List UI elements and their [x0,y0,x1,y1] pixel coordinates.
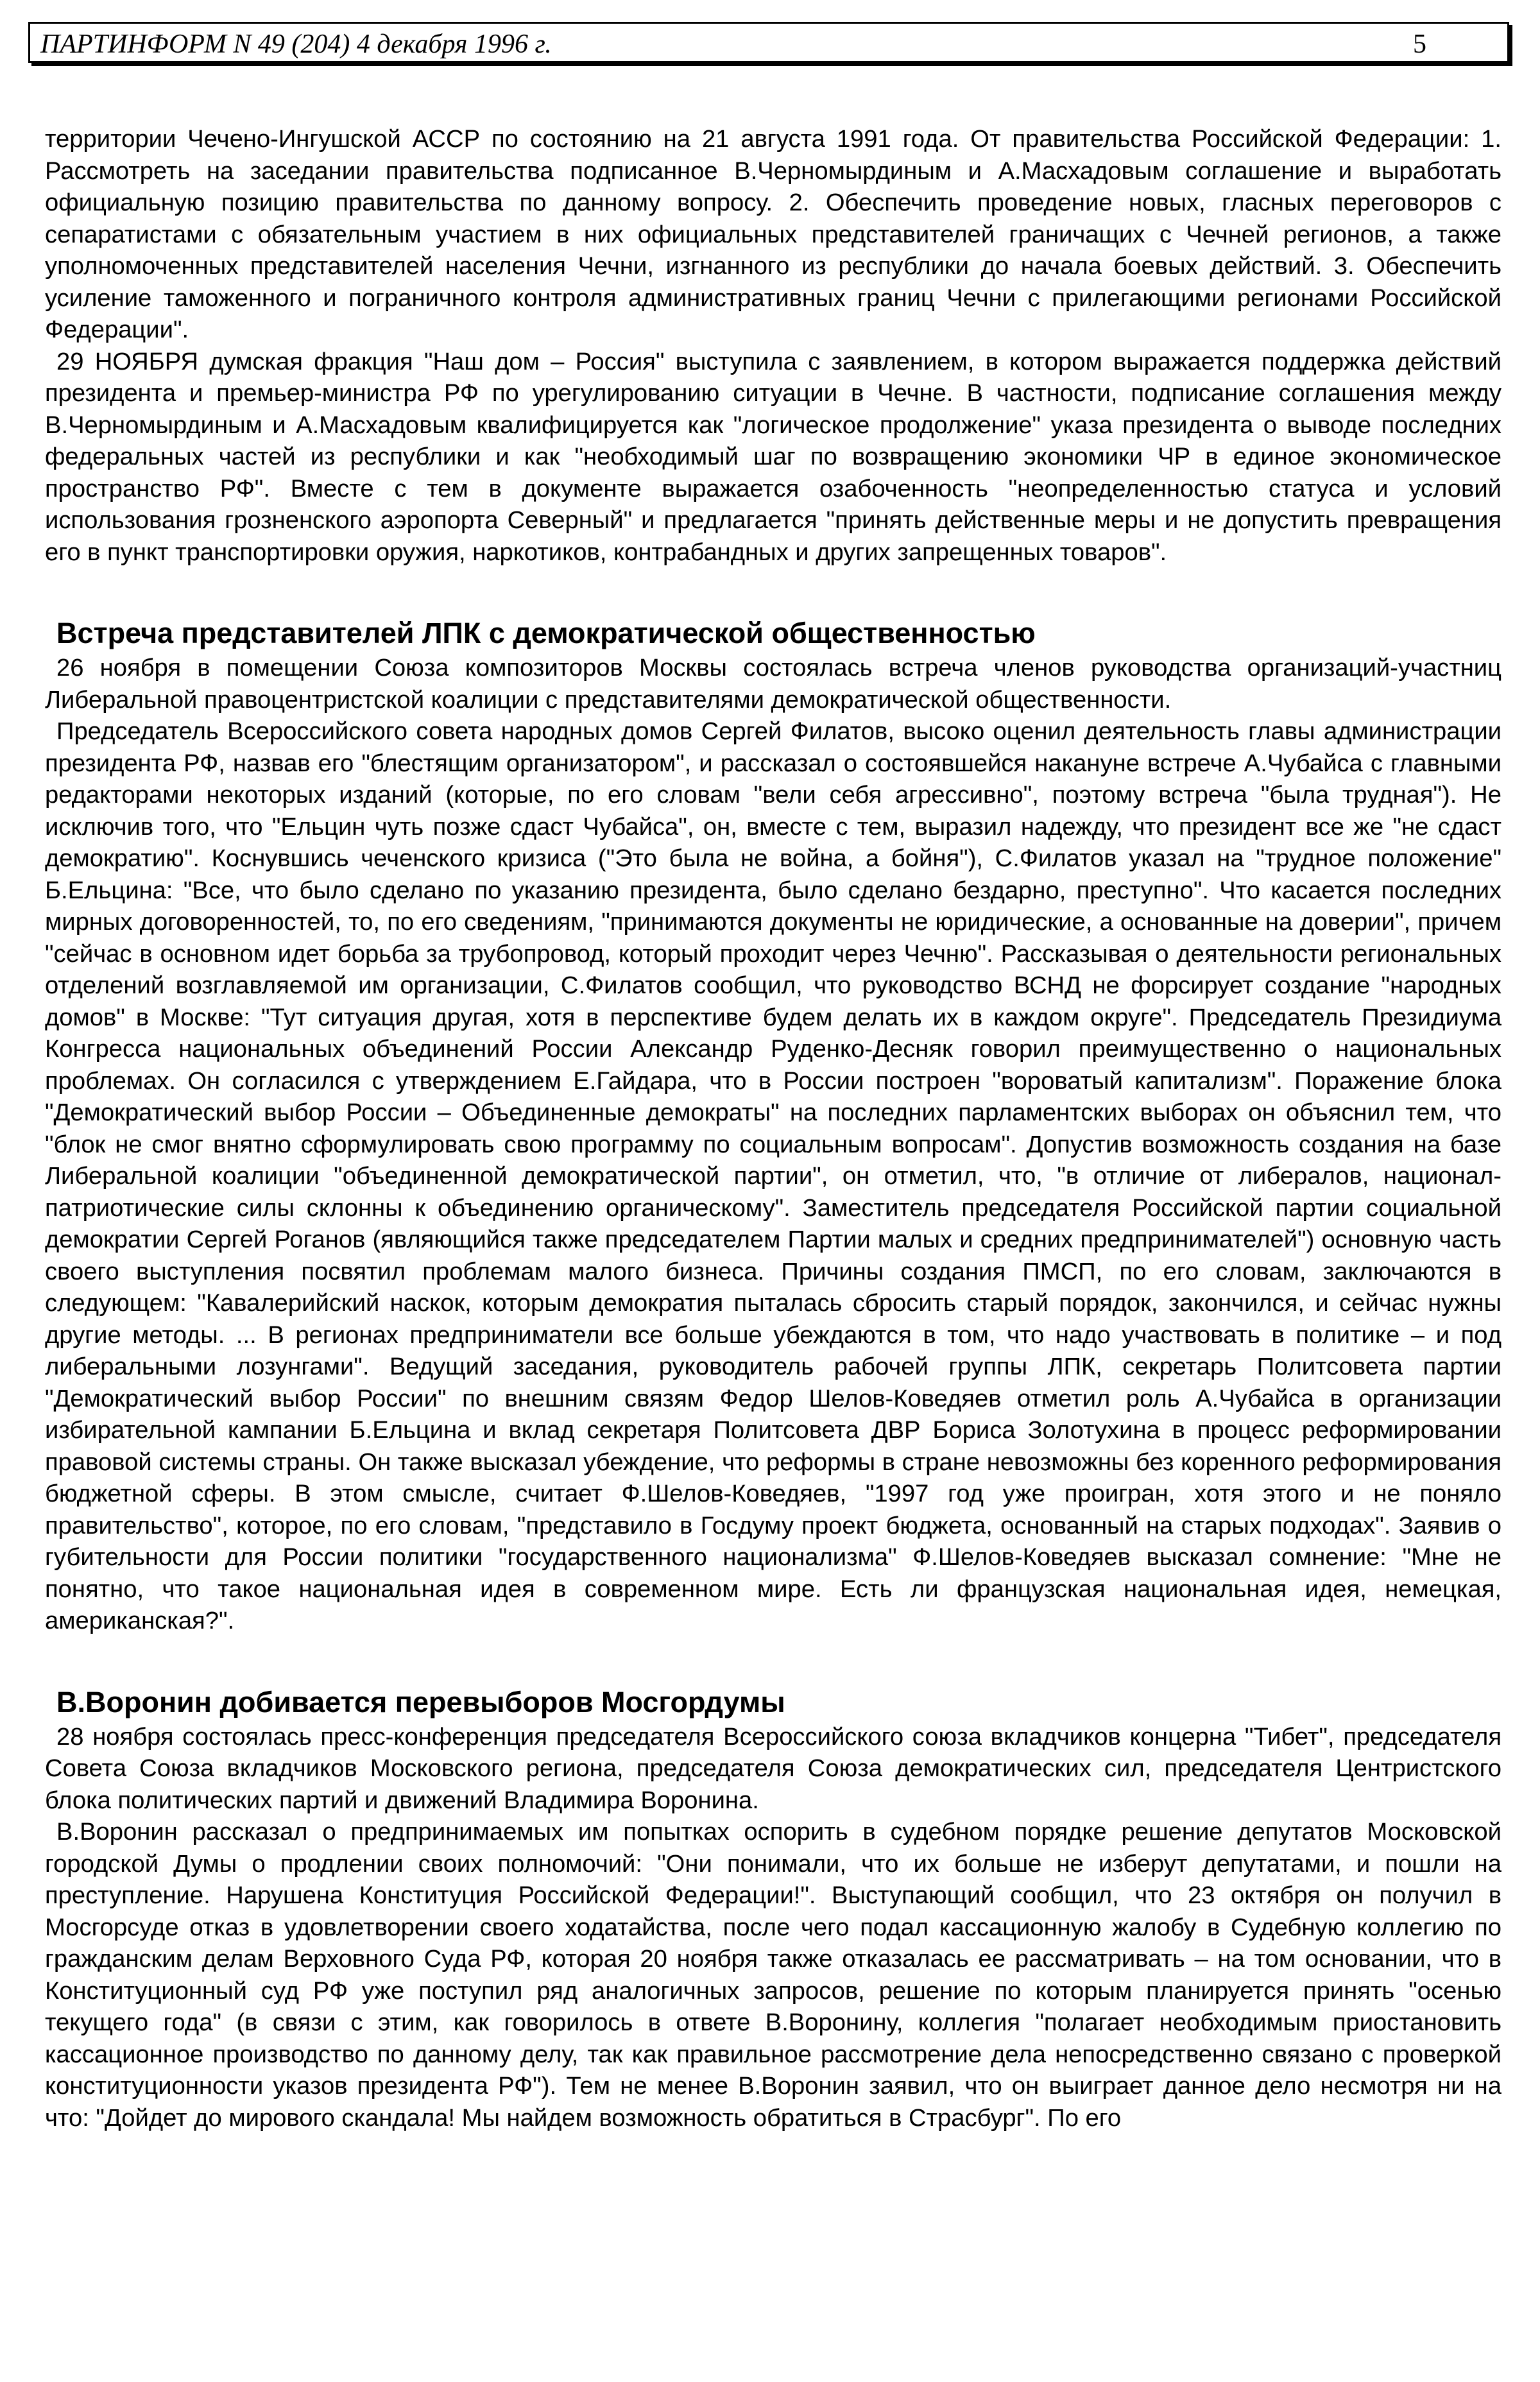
article-paragraph: территории Чечено-Ингушской АССР по состоянию на 21 августа 1991 года. От правительства Российской Федерации: 1. Рассмотреть на заседании правительства подписанное В.Черномырдиным и А.Масхадовым соглашение и выработать официальную позицию правительства по данному вопросу. 2. Обеспечить проведение новых, гласных переговоров с сепаратистами с обязательным участием в них официальных представителей граничащих с Чечней регионов, а также уполномоченных представителей населения Чечни, изгнанного из республики до начала боевых действий. 3. Обеспечить усиление таможенного и пограничного контроля административных границ Чечни с прилегающими регионами Российской Федерации". [45,125,1502,343]
article-heading: В.Воронин добивается перевыборов Мосгордумы [56,1685,785,1718]
publication-title: ПАРТИНФОРМ N 49 (204) 4 декабря 1996 г. [40,30,552,59]
article-paragraph: 26 ноября в помещении Союза композиторов Москвы состоялась встреча членов руководства организаций-участниц Либеральной правоцентристской коалиции с представителями демократической общественности. [45,654,1502,714]
article-paragraph: 29 НОЯБРЯ думская фракция "Наш дом – Россия" выступила с заявлением, в котором выражается поддержка действий президента и премьер-министра РФ по урегулированию ситуации в Чечне. В частности, подписание соглашения между В.Черномырдиным и А.Масхадовым квалифицируется как "логическое продолжение" указа президента о выводе последних федеральных частей из республики и как "необходимый шаг по возвращению экономики ЧР в единое экономическое пространство РФ". Вместе с тем в документе выражается озабоченность "неопределенностью статуса и условий использования грозненского аэропорта Северный" и предлагается "принять действенные меры и не допустить превращения его в пункт транспортировки оружия, наркотиков, контрабандных и других запрещенных товаров". [45,347,1502,566]
article-voronin [45,1684,1502,2134]
article-lpk-meeting [45,615,1502,1637]
page-number: 5 [1413,30,1426,59]
article-continued [45,123,1502,568]
page-header [28,22,1509,63]
article-paragraph: В.Воронин рассказал о предпринимаемых им попытках оспорить в судебном порядке решение депутатов Московской городской Думы о продлении своих полномочий: "Они понимали, что их больше не изберут депутатами, и пошли на преступление. Нарушена Конституция Российской Федерации!". Выступающий сообщил, что 23 октября он получил в Мосгорсуде отказ в удовлетворении своего ходатайства, после чего подал кассационную жалобу в Судебную коллегию по гражданским делам Верховного Суда РФ, которая 20 ноября также отказалась ее рассматривать – на том основании, что в Конституционный суд РФ уже поступил ряд аналогичных запросов, решение по которым планируется принять "осенью текущего года" (в связи с этим, как говорилось в ответе В.Воронину, коллегия "полагает необходимым приостановить кассационное производство по данному делу, так как правильное рассмотрение дела непосредственно связано с проверкой конституционности указов президента РФ"). Тем не менее В.Воронин заявил, что он выиграет данное дело несмотря ни на что: "Дойдет до мирового скандала! Мы найдем возможность обратиться в Страсбург". По его [45,1818,1502,2132]
article-paragraph: 28 ноября состоялась пресс-конференция председателя Всероссийского союза вкладчиков концерна "Тибет", председателя Совета Союза вкладчиков Московского региона, председателя Союза демократических сил, председателя Центристского блока политических партий и движений Владимира Воронина. [45,1722,1502,1814]
article-heading: Встреча представителей ЛПК с демократической общественностью [56,617,1036,649]
page-content [45,123,1502,2134]
article-paragraph: Председатель Всероссийского совета народных домов Сергей Филатов, высоко оценил деятельность главы администрации президента РФ, назвав его "блестящим организатором", и рассказал о состоявшейся накануне встрече А.Чубайса с главными редакторами некоторых изданий (которые, по его словам "вели себя агрессивно", поэтому встреча "была трудная"). Не исключив того, что "Ельцин чуть позже сдаст Чубайса", он, вместе с тем, выразил надежду, что президент все же "не сдаст демократию". Коснувшись чеченского кризиса ("Это была не война, а бойня"), С.Филатов указал на "трудное положение" Б.Ельцина: "Все, что было сделано по указанию президента, было сделано бездарно, преступно". Что касается последних мирных договоренностей, то, по его сведениям, "принимаются документы не юридические, а основанные на доверии", причем "сейчас в основном идет борьба за трубопровод, который проходит через Чечню". Рассказывая о деятельности региональных отделений возглавляемой им организации, С.Филатов сообщил, что руководство ВСНД не форсирует создание "народных домов" в Москве: "Тут ситуация другая, хотя в перспективе будем делать их в каждом округе". Председатель Президиума Конгресса национальных объединений России Александр Руденко-Десняк говорил преимущественно о национальных проблемах. Он согласился с утверждением Е.Гайдара, что в России построен "вороватый капитализм". Поражение блока "Демократический выбор России – Объединенные демократы" на последних парламентских выборах он объяснил тем, что "блок не смог внятно сформулировать свою программу по социальным вопросам". Допустив возможность создания на базе Либеральной коалиции "объединенной демократической партии", он отметил, что, "в отличие от либералов, национал-патриотические силы склонны к объединению органическому". Заместитель председателя Российской партии социальной демократии Сергей Роганов (являющийся также председателем Партии малых и средних предпринимателей") основную часть своего выступления посвятил проблемам малого бизнеса. Причины создания ПМСП, по его словам, заключаются в следующем: "Кавалерийский наскок, которым демократия пыталась сбросить старый порядок, закончился, и сейчас нужны другие методы. ... В регионах предприниматели все больше убеждаются в том, что надо участвовать в политике – и под либеральными лозунгами". Ведущий заседания, руководитель рабочей группы ЛПК, секретарь Политсовета партии "Демократический выбор России" по внешним связям Федор Шелов-Коведяев отметил роль А.Чубайса в организации избирательной кампании Б.Ельцина и вклад секретаря Политсовета ДВР Бориса Золотухина в процесс реформировании правовой системы страны. Он также высказал убеждение, что реформы в стране невозможны без коренного реформирования бюджетной сферы. В этом смысле, считает Ф.Шелов-Коведяев, "1997 год уже проигран, хотя этого и не поняло правительство", которое, по его словам, "представило в Госдуму проект бюджета, основанный на старых подходах". Заявив о губительности для России политики "государственного национализма" Ф.Шелов-Коведяев высказал сомнение: "Мне не понятно, что такое национальная идея в современном мире. Есть ли французская национальная идея, немецкая, американская?". [45,717,1502,1634]
